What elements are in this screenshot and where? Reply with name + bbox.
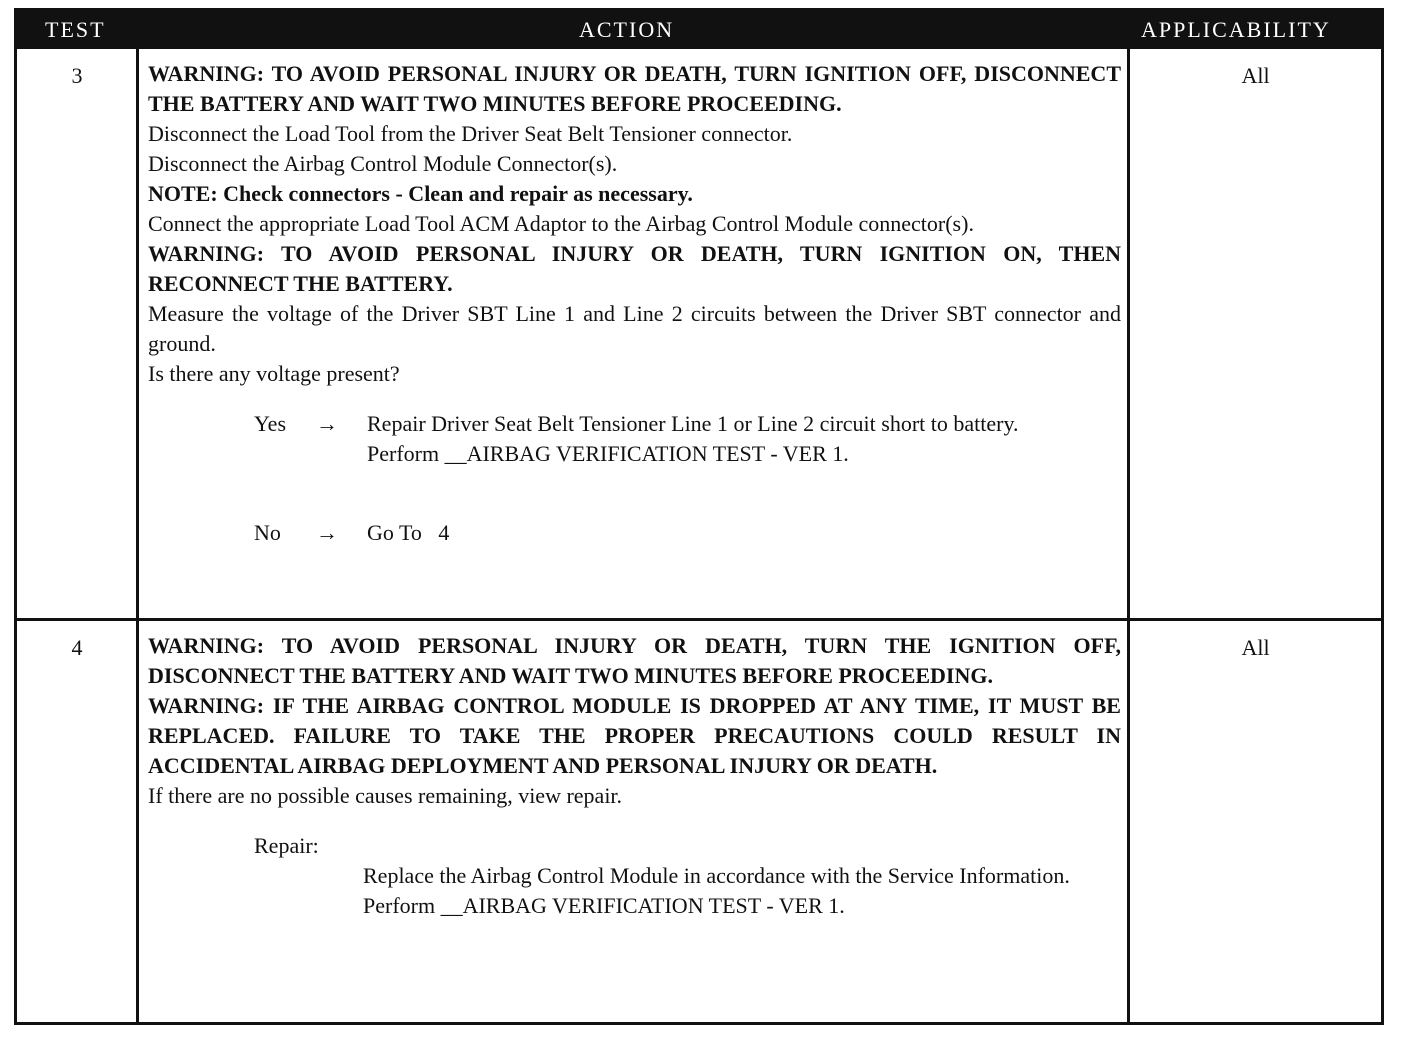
header-action: ACTION (579, 17, 675, 42)
warning-text: WARNING: TO AVOID PERSONAL INJURY OR DEATH, TURN IGNITION ON, THEN RECONNECT THE BATTERY. (148, 241, 1121, 296)
row-divider (17, 618, 1381, 621)
column-divider (1127, 11, 1130, 1022)
step-text: If there are no possible causes remaining, view repair. (148, 783, 623, 808)
warning-text: WARNING: TO AVOID PERSONAL INJURY OR DEATH, TURN THE IGNITION OFF, DISCONNECT THE BATTERY AND WAIT TWO MINUTES BEFORE PROCEEDING. (148, 633, 1121, 688)
step-text: Disconnect the Airbag Control Module Connector(s). (148, 151, 618, 176)
no-action-text: Go To 4 (367, 520, 450, 545)
header-test: TEST (45, 17, 106, 42)
step-text: Measure the voltage of the Driver SBT Line 1 and Line 2 circuits between the Driver SBT connector and ground. (148, 301, 1121, 356)
yes-action-text: Repair Driver Seat Belt Tensioner Line 1 or Line 2 circuit short to battery. (367, 411, 1019, 436)
step-text: Connect the appropriate Load Tool ACM Adaptor to the Airbag Control Module connector(s). (148, 211, 974, 236)
yes-result (148, 409, 1121, 499)
repair-label-row (148, 831, 1121, 861)
table-header (17, 11, 1381, 49)
applicability-3: All (1241, 63, 1270, 88)
header-applicability: APPLICABILITY (1141, 17, 1331, 42)
test-number-3: 3 (71, 63, 83, 88)
question-text: Is there any voltage present? (148, 361, 400, 386)
no-label: No (254, 520, 281, 545)
repair-perform-text: Perform __AIRBAG VERIFICATION TEST - VER 1. (363, 893, 845, 918)
column-divider (136, 11, 139, 1022)
yes-perform-text: Perform __AIRBAG VERIFICATION TEST - VER 1. (367, 441, 849, 466)
repair-action-text: Replace the Airbag Control Module in accordance with the Service Information. (363, 863, 1070, 888)
yes-label: Yes (254, 411, 287, 436)
arrow-icon: → (316, 411, 338, 436)
warning-text: WARNING: IF THE AIRBAG CONTROL MODULE IS DROPPED AT ANY TIME, IT MUST BE REPLACED. FAILURE TO TAKE THE PROPER PRECAUTIONS COULD RESULT IN ACCIDENTAL AIRBAG DEPLOYMENT AND PERSONAL INJURY OR DEATH. (148, 693, 1121, 778)
step-text: Disconnect the Load Tool from the Driver Seat Belt Tensioner connector. (148, 121, 793, 146)
no-result (148, 518, 1121, 548)
repair-label: Repair: (254, 833, 319, 858)
action-cell-3 (148, 59, 1121, 548)
arrow-icon: → (316, 520, 338, 545)
applicability-4: All (1241, 635, 1270, 660)
warning-text: WARNING: TO AVOID PERSONAL INJURY OR DEATH, TURN IGNITION OFF, DISCONNECT THE BATTERY AND WAIT TWO MINUTES BEFORE PROCEEDING. (148, 61, 1121, 116)
diagnostic-table (14, 8, 1384, 1025)
note-text: NOTE: Check connectors - Clean and repair as necessary. (148, 181, 693, 206)
test-number-4: 4 (71, 635, 83, 660)
action-cell-4 (148, 631, 1121, 921)
